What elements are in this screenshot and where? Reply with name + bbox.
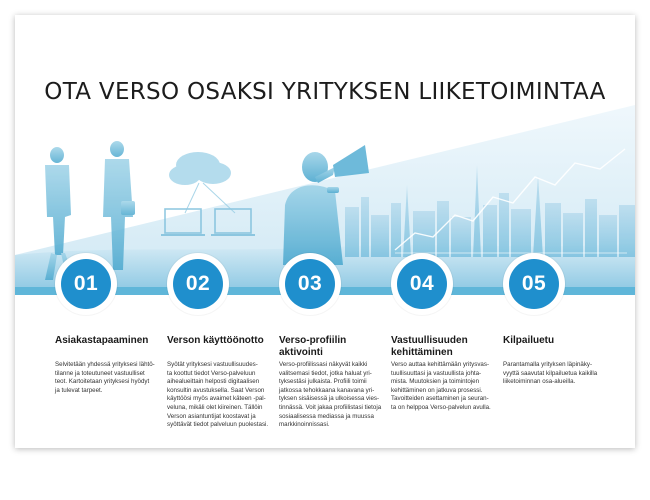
step-description: Selvitetään yhdessä yrityksesi lähtö- tilanne ja toteutuneet vastuulliset teot. Kartoitetaan yrityksesi hyödyt ja tulevat tarpeet. [55, 361, 155, 394]
page-title: OTA VERSO OSAKSI YRITYKSEN LIIKETOIMINTAA [44, 79, 606, 105]
step-description: Syötät yrityksesi vastuullisuudes- ta koottut tiedot Verso-palveluun aihealueittain helposti digitaalisen konsultin avustuksella. Saat Verson käyttöösi myös avaimet käteen -pal- veluna, mikäli olet kiireinen. Tällöin Verson asiantuntijat koostavat ja syöttävät tiedot palveluun puolestasi. [167, 361, 269, 429]
step-badge-ring [503, 253, 565, 315]
step-badge-ring [55, 253, 117, 315]
step-description: Verso auttaa kehittämään yritysvas- tuullisuuttasi ja vastuullista johta- mista. Muutoksien ja toimintojen kehittäminen on jatkuva prosessi. Tavoitteiden asettaminen ja seuran- ta on helppoa Verso-palvelun avulla. [391, 361, 491, 411]
step-badge-ring [391, 253, 453, 315]
step-number: 02 [173, 259, 223, 309]
step-number: 01 [61, 259, 111, 309]
step-number: 05 [509, 259, 559, 309]
step-badge-ring [167, 253, 229, 315]
step-heading: Verson käyttöönotto [167, 335, 264, 346]
step-number: 04 [397, 259, 447, 309]
step-heading: Kilpailuetu [503, 335, 555, 346]
step-number: 03 [285, 259, 335, 309]
infographic-card [15, 15, 635, 448]
step-description: Verso-profiilissasi näkyvät kaikki valitsemasi tiedot, jotka haluat yri- tyksestäsi julkaista. Profiili toimii jatkossa tehokkaana kanavana yri- tyksen sisäisessä ja ulkoisessa vies- tinnässä. Voit jakaa profiilistasi tietoja sosiaalisessa mediassa ja muussa markkinoinnissasi. [279, 361, 382, 429]
step-description: Parantamalla yrityksen läpinäky- vyyttä saavutat kilpailuetua kaikilla liiketoiminnan osa-alueilla. [503, 361, 598, 386]
step-heading: Verso-profiilin aktivointi [279, 335, 347, 358]
step-heading: Asiakastapaaminen [55, 335, 149, 346]
step-badge-ring [279, 253, 341, 315]
step-heading: Vastuullisuuden kehittäminen [391, 335, 468, 358]
